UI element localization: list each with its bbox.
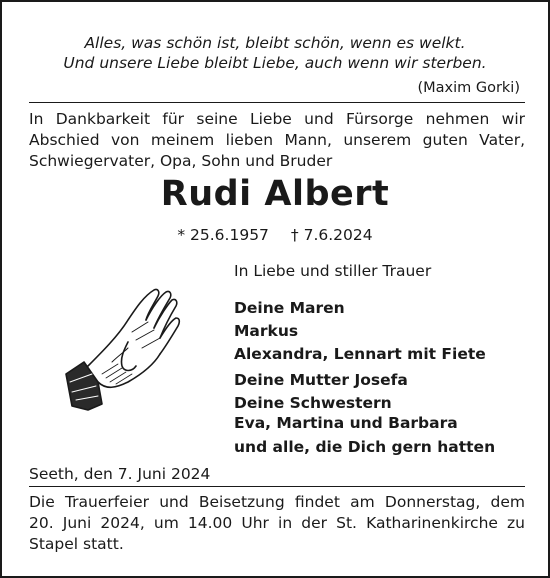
life-dates — [2, 226, 548, 244]
mourner-name: und alle, die Dich gern hatten — [234, 438, 496, 456]
top-divider — [29, 102, 525, 103]
birth-date: * 25.6.1957 — [177, 226, 269, 244]
mourners-block — [234, 262, 534, 456]
mourner-name: Deine Maren — [234, 299, 345, 317]
intro-line-1: In Dankbarkeit für seine Liebe und Fürsorge nehmen wir — [29, 110, 525, 128]
death-date: † 7.6.2024 — [290, 226, 373, 244]
intro-line-2: Abschied von meinem lieben Mann, unserem guten Vater, — [29, 131, 525, 149]
praying-hands-icon — [62, 282, 186, 412]
service-line-1: Die Trauerfeier und Beisetzung findet am Donnerstag, dem — [29, 493, 525, 511]
mourner-name: Alexandra, Lennart mit Fiete — [234, 345, 486, 363]
mourner-name: Deine Mutter Josefa — [234, 371, 408, 389]
mourner-name: Markus — [234, 322, 299, 340]
service-line-2: 20. Juni 2024, um 14.00 Uhr in der St. Katharinenkirche zu — [29, 514, 525, 532]
intro-line-3: Schwiegervater, Opa, Sohn und Bruder — [29, 152, 333, 170]
place-date: Seeth, den 7. Juni 2024 — [29, 465, 211, 483]
mourner-name: Eva, Martina und Barbara — [234, 414, 458, 432]
quote-line-1: Alles, was schön ist, bleibt schön, wenn es welkt. — [84, 34, 466, 52]
service-line-3: Stapel statt. — [29, 535, 124, 553]
bottom-divider — [29, 486, 525, 487]
mourners-intro: In Liebe und stiller Trauer — [234, 262, 432, 280]
mourner-name: Deine Schwestern — [234, 394, 392, 412]
deceased-name: Rudi Albert — [160, 174, 390, 214]
quote-author: (Maxim Gorki) — [417, 80, 520, 96]
quote-line-2: Und unsere Liebe bleibt Liebe, auch wenn wir sterben. — [63, 54, 487, 72]
intro-text — [29, 109, 525, 172]
service-info — [29, 492, 525, 555]
